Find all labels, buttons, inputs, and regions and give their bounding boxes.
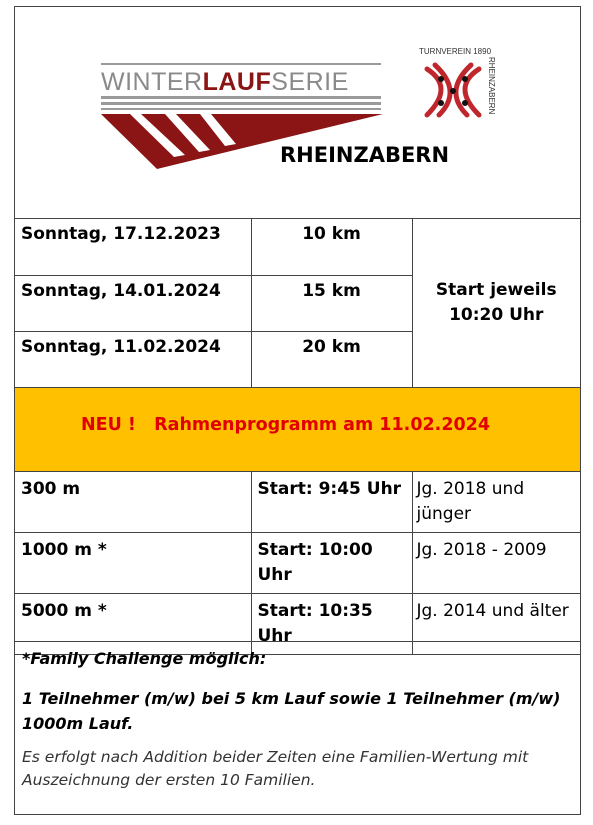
winterlaufserie-logo xyxy=(15,7,580,219)
logo-stripe-top xyxy=(101,63,381,65)
races-table xyxy=(15,472,580,655)
event-date: Sonntag, 14.01.2024 xyxy=(15,275,251,331)
start-info xyxy=(412,219,580,387)
race-start: Start: 9:45 Uhr xyxy=(251,472,412,533)
notes-detail: Es erfolgt nach Addition beider Zeiten eine Familien-Wertung mit Auszeichnung der ersten 10 Familien. xyxy=(22,748,529,789)
logo-stripe-1 xyxy=(101,96,381,99)
club-emblem xyxy=(419,47,496,115)
race-distance: 300 m xyxy=(15,472,251,533)
start-info-line2: 10:20 Uhr xyxy=(449,304,544,325)
logo-stripe-3 xyxy=(101,108,381,110)
event-distance: 10 km xyxy=(251,219,412,275)
logo-town: RHEINZABERN xyxy=(280,143,450,167)
logo-word-winter: WINTER xyxy=(101,68,203,96)
start-info-line1: Start jeweils xyxy=(435,279,557,300)
race-distance: 5000 m * xyxy=(15,594,251,655)
notes-heading: *Family Challenge möglich: xyxy=(22,649,267,668)
family-challenge-notes xyxy=(15,641,580,792)
logo-word-serie: SERIE xyxy=(271,68,349,96)
race-year: Jg. 2014 und älter xyxy=(412,594,580,655)
race-start: Start: 10:00 Uhr xyxy=(251,533,412,594)
logo-word-lauf: LAUF xyxy=(202,68,272,96)
event-distance: 20 km xyxy=(251,331,412,387)
race-distance: 1000 m * xyxy=(15,533,251,594)
logo-wordmark xyxy=(101,68,349,96)
event-date: Sonntag, 11.02.2024 xyxy=(15,331,251,387)
flyer xyxy=(14,6,581,815)
race-year: Jg. 2018 und jünger xyxy=(412,472,580,533)
announcement-text: NEU ! Rahmenprogramm am 11.02.2024 xyxy=(81,415,491,435)
events-table xyxy=(15,219,580,388)
table-row xyxy=(15,533,580,594)
notes-rule: 1 Teilnehmer (m/w) bei 5 km Lauf sowie 1 Teilnehmer (m/w) 1000m Lauf. xyxy=(22,689,561,733)
announcement-banner xyxy=(15,387,580,472)
flyer-header xyxy=(15,7,580,219)
logo-stripe-2 xyxy=(101,102,381,105)
table-row xyxy=(15,472,580,533)
table-row xyxy=(15,219,580,275)
club-name-top: TURNVEREIN 1890 xyxy=(419,47,492,56)
event-date: Sonntag, 17.12.2023 xyxy=(15,219,251,275)
race-start: Start: 10:35 Uhr xyxy=(251,594,412,655)
club-name-side: RHEINZABERN xyxy=(487,57,496,115)
race-year: Jg. 2018 - 2009 xyxy=(412,533,580,594)
event-distance: 15 km xyxy=(251,275,412,331)
